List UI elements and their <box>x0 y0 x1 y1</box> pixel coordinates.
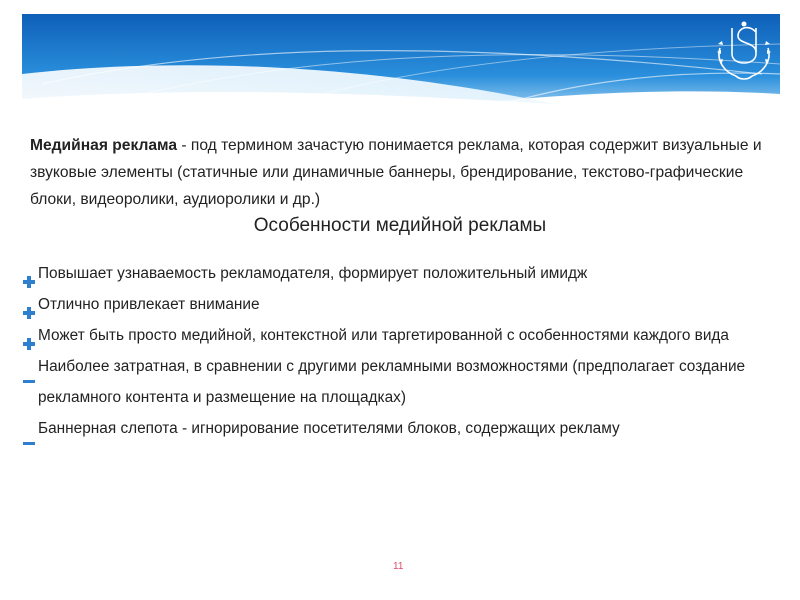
definition-term: Медийная реклама <box>30 137 178 154</box>
list-item <box>22 351 782 413</box>
minus-icon <box>22 433 36 447</box>
plus-icon <box>22 337 36 351</box>
plus-icon <box>22 306 36 320</box>
list-item-text: Повышает узнаваемость рекламодателя, формирует положительный имидж <box>38 265 588 282</box>
header-banner <box>22 14 780 126</box>
features-title: Особенности медийной рекламы <box>253 215 547 236</box>
page-number: 11 <box>393 561 404 572</box>
list-item <box>22 320 782 351</box>
list-item <box>22 413 782 444</box>
university-crest-logo <box>712 18 776 84</box>
minus-icon <box>22 371 36 385</box>
list-item-text: Наиболее затратная, в сравнении с другими рекламными возможностями (предполагает создание рекламного контента и размещение на площадках) <box>38 358 746 406</box>
list-item <box>22 289 782 320</box>
definition-paragraph <box>30 132 775 213</box>
list-item-text: Баннерная слепота - игнорирование посетителями блоков, содержащих рекламу <box>38 420 620 437</box>
list-item-text: Отлично привлекает внимание <box>38 296 260 313</box>
list-item <box>22 258 782 289</box>
definition-text: - под термином зачастую понимается реклама, которая содержит визуальные и звуковые элементы (статичные или динамичные баннеры, брендирование, текстово-графические блоки, видеоролики, аудиоролики и др.) <box>30 137 762 208</box>
list-item-text: Может быть просто медийной, контекстной или таргетированной с особенностями каждого вида <box>38 327 729 344</box>
plus-icon <box>22 275 36 289</box>
features-list <box>22 258 782 444</box>
